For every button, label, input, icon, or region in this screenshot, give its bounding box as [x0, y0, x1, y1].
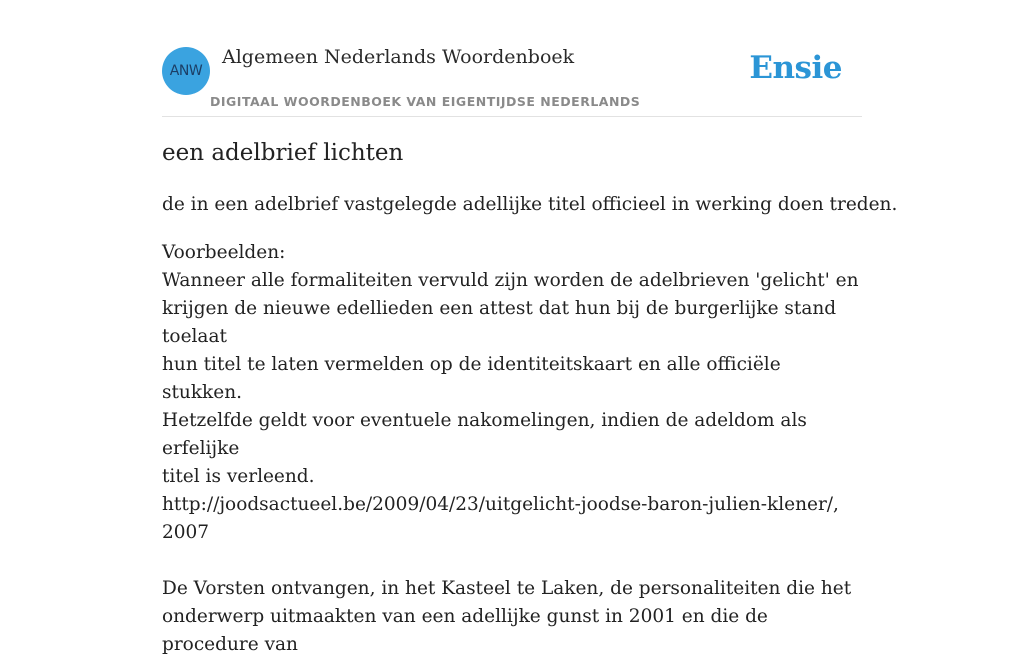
spacer [162, 547, 862, 575]
example-source: http://joodsactueel.be/2009/04/23/uitgelicht-joodse-baron-julien-klener/, 2007 [162, 494, 839, 543]
examples-section [162, 239, 862, 659]
example-line: Hetzelfde geldt voor eventuele nakomelingen, indien de adeldom als erfelijke [162, 410, 807, 459]
site-subtitle: DIGITAAL WOORDENBOEK VAN EIGENTIJDSE NEDERLANDS [210, 94, 641, 109]
example-line: onderwerp uitmaakten van een adellijke gunst in 2001 en die de procedure van [162, 606, 768, 655]
site-header [162, 0, 862, 117]
example-line: De Vorsten ontvangen, in het Kasteel te Laken, de personaliteiten die het [162, 578, 852, 599]
ensie-brand-logo[interactable]: Ensie [749, 50, 842, 86]
example-line: krijgen de nieuwe edellieden een attest dat hun bij de burgerlijke stand toelaat [162, 298, 837, 347]
definition: de in een adelbrief vastgelegde adellijke titel officieel in werking doen treden. [162, 194, 898, 215]
headword: een adelbrief lichten [162, 140, 404, 166]
anw-logo[interactable]: ANW [162, 47, 210, 95]
examples-label: Voorbeelden: [162, 242, 286, 263]
page [162, 0, 898, 655]
example-line: hun titel te laten vermelden op de identiteitskaart en alle officiële stukken. [162, 354, 781, 403]
example-line: Wanneer alle formaliteiten vervuld zijn worden de adelbrieven 'gelicht' en [162, 270, 859, 291]
site-title[interactable]: Algemeen Nederlands Woordenboek [222, 46, 575, 68]
example-line: titel is verleend. [162, 466, 315, 487]
